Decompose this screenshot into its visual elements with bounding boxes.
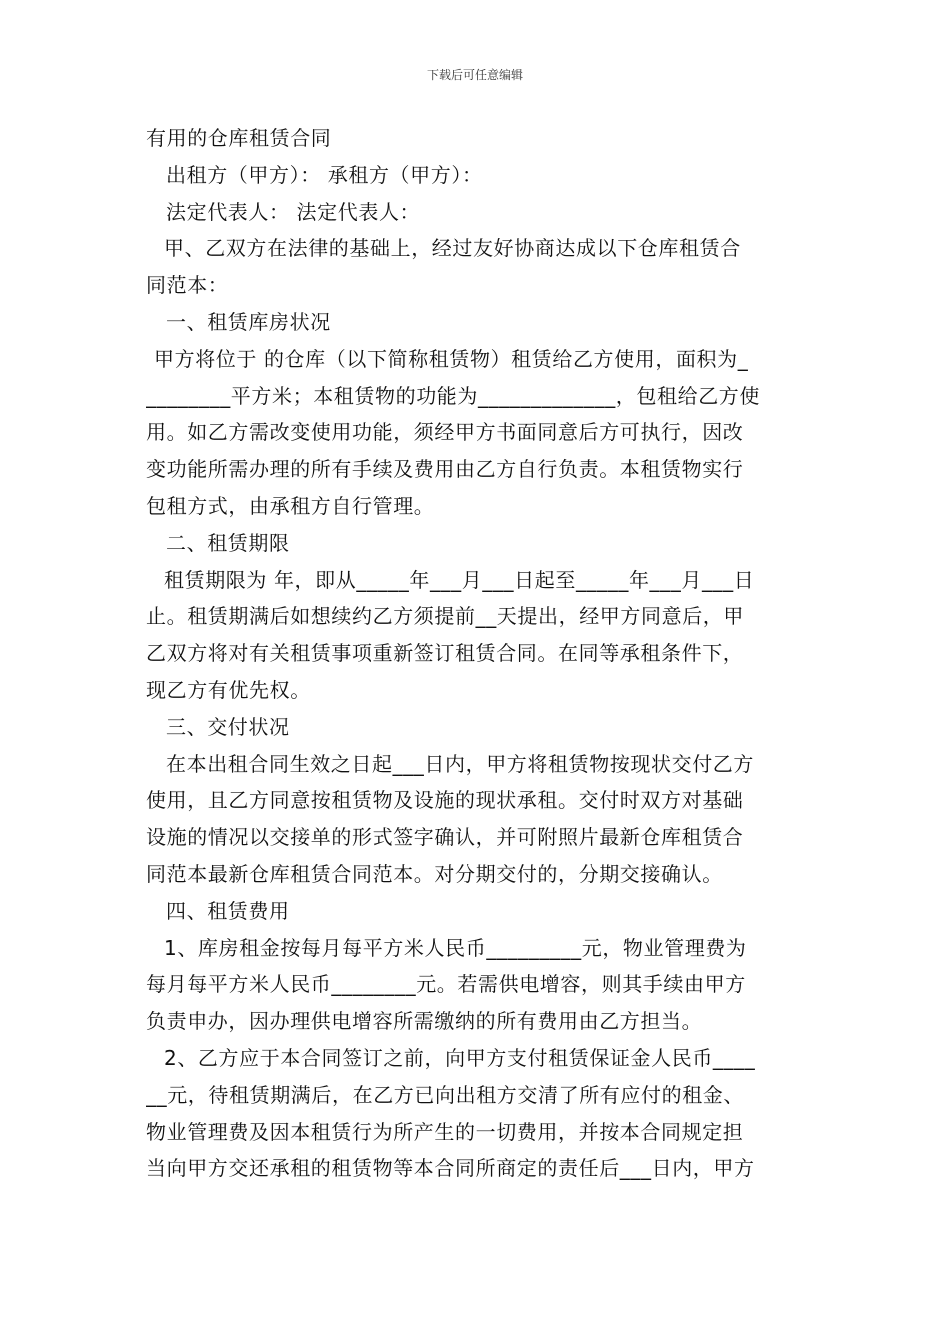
representatives-line: 法定代表人： 法定代表人：	[166, 199, 421, 224]
paragraph-line: ________平方米；本租赁物的功能为_____________，包租给乙方使	[146, 383, 760, 408]
paragraph-line: 乙双方将对有关租赁事项重新签订租赁合同。在同等承租条件下，	[146, 641, 744, 666]
parties-line: 出租方（甲方）： 承租方（甲方）：	[166, 162, 483, 187]
paragraph-line: 止。租赁期满后如想续约乙方须提前__天提出，经甲方同意后，甲	[146, 604, 744, 629]
paragraph-line: 使用，且乙方同意按租赁物及设施的现状承租。交付时双方对基础	[146, 788, 744, 813]
paragraph-line: 每月每平方米人民币________元。若需供电增容，则其手续由甲方	[146, 972, 746, 997]
paragraph-line: 用。如乙方需改变使用功能，须经甲方书面同意后方可执行，因改	[146, 420, 744, 445]
section-heading: 四、租赁费用	[166, 898, 290, 923]
paragraph-line: 现乙方有优先权。	[146, 677, 311, 702]
paragraph-line: 当向甲方交还承租的租赁物等本合同所商定的责任后___日内，甲方	[146, 1156, 755, 1181]
document-title: 有用的仓库租赁合同	[146, 126, 332, 150]
paragraph-line: 在本出租合同生效之日起___日内，甲方将租赁物按现状交付乙方	[166, 751, 754, 776]
paragraph-line: 变功能所需办理的所有手续及费用由乙方自行负责。本租赁物实行	[146, 457, 744, 482]
paragraph-line: 物业管理费及因本租赁行为所产生的一切费用，并按本合同规定担	[146, 1119, 744, 1144]
paragraph-line: 租赁期限为 年，即从_____年___月___日起至_____年___月___日	[164, 567, 755, 592]
paragraph-line: 甲、乙双方在法律的基础上，经过友好协商达成以下仓库租赁合	[164, 236, 741, 261]
paragraph-line: __元，待租赁期满后，在乙方已向出租方交清了所有应付的租金、	[146, 1082, 744, 1107]
paragraph-line: 甲方将位于 的仓库（以下简称租赁物）租赁给乙方使用，面积为_	[154, 346, 749, 371]
paragraph-line: 设施的情况以交接单的形式签字确认，并可附照片最新仓库租赁合	[146, 825, 744, 850]
section-heading: 三、交付状况	[166, 714, 290, 739]
paragraph-line: 包租方式，由承租方自行管理。	[146, 493, 435, 518]
section-heading: 二、租赁期限	[166, 530, 290, 555]
header-note: 下载后可任意编辑	[426, 68, 523, 82]
paragraph-line: 负责申办，因办理供电增容所需缴纳的所有费用由乙方担当。	[146, 1009, 703, 1034]
paragraph-line: 同范本：	[146, 273, 229, 298]
paragraph-line: 同范本最新仓库租赁合同范本。对分期交付的，分期交接确认。	[146, 861, 723, 886]
contract-body	[146, 120, 818, 1187]
paragraph-line: 2、乙方应于本合同签订之前，向甲方支付租赁保证金人民币____	[164, 1045, 756, 1070]
section-heading: 一、租赁库房状况	[166, 309, 331, 334]
paragraph-line: 1、库房租金按每月每平方米人民币_________元，物业管理费为	[164, 935, 747, 960]
